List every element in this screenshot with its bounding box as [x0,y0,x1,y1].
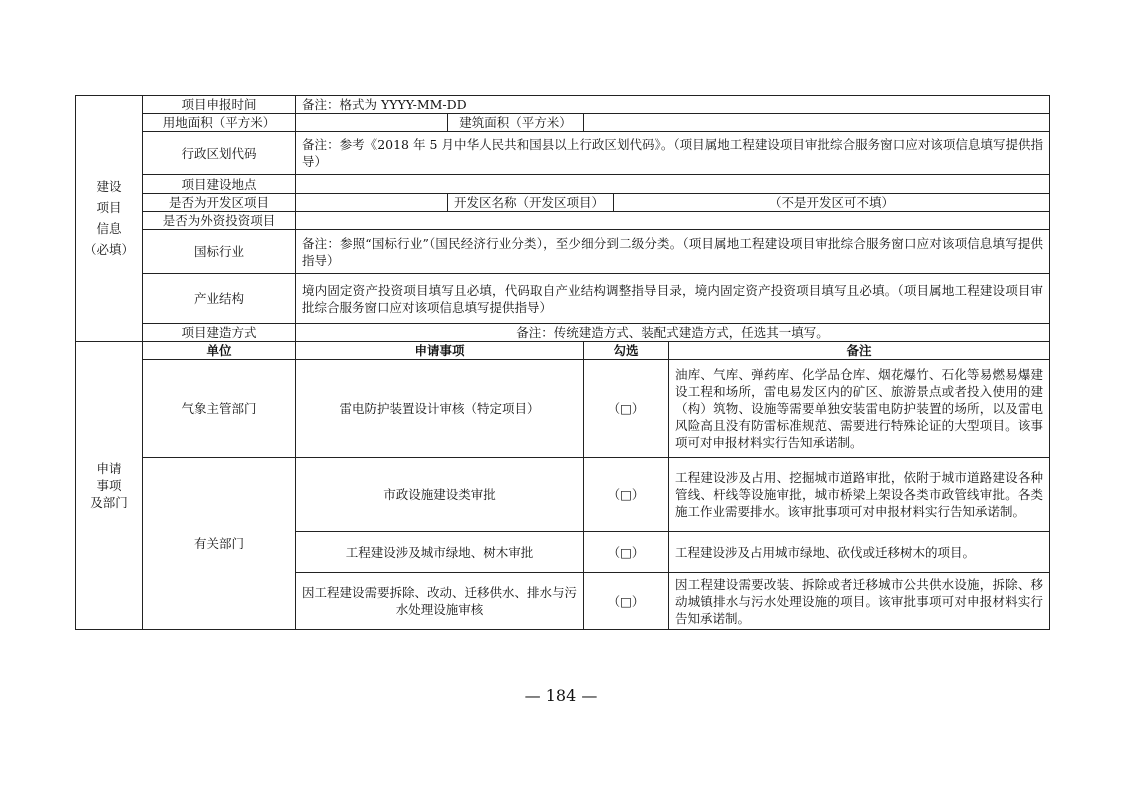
region-code-label: 行政区划代码 [143,132,296,175]
building-area-value[interactable] [584,114,1050,132]
dev-zone-value[interactable] [296,194,448,212]
structure-note: 境内固定资产投资项目填写且必填，代码取自产业结构调整指导目录，境内固定资产投资项目填写且必填。（项目属地工程建设项目审批综合服务窗口应对该项信息填写提供指导） [296,274,1050,324]
industry-label: 国标行业 [143,230,296,274]
unit-cell: 有关部门 [143,458,296,630]
dev-zone-note: （不是开发区可不填） [614,194,1050,212]
region-code-note: 备注：参考《2018 年 5 月中华人民共和国县以上行政区划代码》。（项目属地工程建设项目审批综合服务窗口应对该项信息填写提供指导） [296,132,1050,175]
building-area-label: 建筑面积（平方米） [448,114,584,132]
report-time-note: 备注：格式为 YYYY-MM-DD [296,96,1050,114]
header-remark: 备注 [669,342,1050,360]
item-cell: 雷电防护装置设计审核（特定项目） [296,360,584,458]
dev-zone-label: 是否为开发区项目 [143,194,296,212]
foreign-value[interactable] [296,212,1050,230]
checkbox-cell[interactable]: （□） [584,458,669,532]
foreign-label: 是否为外资投资项目 [143,212,296,230]
page-number: — 184 — [524,686,598,705]
method-note: 备注：传统建造方式、装配式建造方式，任选其一填写。 [296,324,1050,342]
land-area-label: 用地面积（平方米） [143,114,296,132]
structure-label: 产业结构 [143,274,296,324]
checkbox-cell[interactable]: （□） [584,532,669,573]
remark-cell: 因工程建设需要改装、拆除或者迁移城市公共供水设施，拆除、移动城镇排水与污水处理设施的项目。该审批事项可对申报材料实行告知承诺制。 [669,573,1050,630]
method-label: 项目建造方式 [143,324,296,342]
item-cell: 因工程建设需要拆除、改动、迁移供水、排水与污水处理设施审核 [296,573,584,630]
remark-cell: 工程建设涉及占用城市绿地、砍伐或迁移树木的项目。 [669,532,1050,573]
remark-cell: 油库、气库、弹药库、化学品仓库、烟花爆竹、石化等易燃易爆建设工程和场所，雷电易发区内的矿区、旅游景点或者投入使用的建（构）筑物、设施等需要单独安装雷电防护装置的场所，以及雷电风险高且没有防雷标准规范、需要进行特殊论证的大型项目。该事项可对申报材料实行告知承诺制。 [669,360,1050,458]
checkbox-cell[interactable]: （□） [584,360,669,458]
location-value[interactable] [296,175,1050,194]
report-time-label: 项目申报时间 [143,96,296,114]
section2-group-label: 申请 事项 及部门 [76,342,143,630]
item-cell: 工程建设涉及城市绿地、树木审批 [296,532,584,573]
header-item: 申请事项 [296,342,584,360]
remark-cell: 工程建设涉及占用、挖掘城市道路审批，依附于城市道路建设各种管线、杆线等设施审批，城市桥梁上架设各类市政管线审批。各类施工作业需要排水。该审批事项可对申报材料实行告知承诺制。 [669,458,1050,532]
section1-group-label: 建设 项目 信息 （必填） [76,96,143,342]
checkbox-cell[interactable]: （□） [584,573,669,630]
header-unit: 单位 [143,342,296,360]
land-area-value[interactable] [296,114,448,132]
industry-note: 备注：参照“国标行业”（国民经济行业分类），至少细分到二级分类。（项目属地工程建设项目审批综合服务窗口应对该项信息填写提供指导） [296,230,1050,274]
application-form-table [75,95,1050,630]
unit-cell: 气象主管部门 [143,360,296,458]
location-label: 项目建设地点 [143,175,296,194]
item-cell: 市政设施建设类审批 [296,458,584,532]
dev-zone-name-label: 开发区名称（开发区项目） [448,194,614,212]
header-check: 勾选 [584,342,669,360]
